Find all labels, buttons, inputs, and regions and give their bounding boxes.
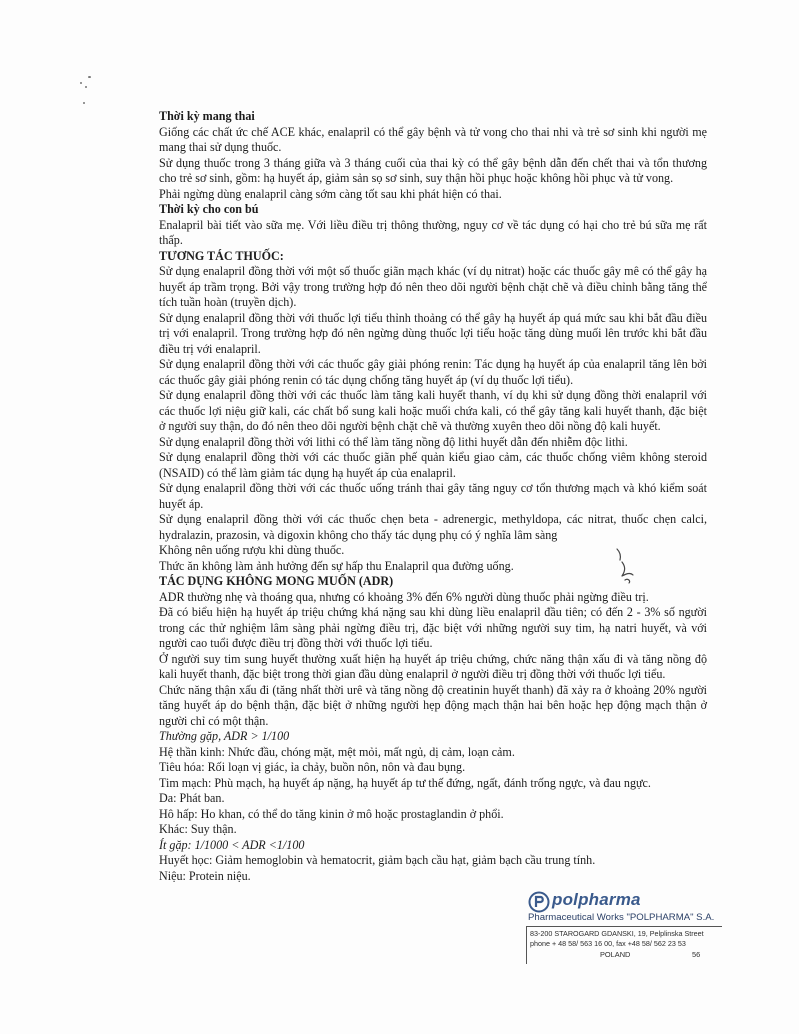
company-country: POLAND	[600, 950, 631, 959]
paragraph: Tim mạch: Phù mạch, hạ huyết áp nặng, hạ huyết áp tư thế đứng, ngất, đánh trống ngực, và đau ngực.	[159, 775, 651, 790]
paragraph: Sử dụng enalapril đồng thời với một số thuốc giãn mạch khác (ví dụ nitrat) hoặc các thuốc gây mê có thể gây hạ huyết áp trầm trọng. Bởi vậy trong trường hợp đó nên theo dõi người bệnh chặt chẽ và điều chỉnh bằng tăng thể tích tuần hoàn (truyền dịch).	[159, 264, 707, 309]
paragraph: Sử dụng enalapril đồng thời với các thuốc chẹn beta - adrenergic, methyldopa, các nitrat, thuốc chẹn calci, hydralazin, prazosin, và digoxin không cho thấy tác dụng phụ có ý nghĩa lâm sàng	[159, 512, 707, 542]
paragraph: Niệu: Protein niệu.	[159, 868, 251, 883]
paragraph: Sử dụng enalapril đồng thời với các thuốc uống tránh thai gây tăng nguy cơ tổn thương mạch và khó kiểm soát huyết áp.	[159, 481, 707, 511]
handwritten-initial-icon	[614, 546, 638, 586]
paragraph: Sử dụng enalapril đồng thời với thuốc lợi tiểu thỉnh thoảng có thể gây hạ huyết áp quá mức sau khi bắt đầu điều trị với enalapril. Trong trường hợp đó nên ngừng dùng thuốc lợi tiểu hoặc tăng dùng muối lên trước khi bắt đầu điều trị với enalapril.	[159, 310, 707, 356]
company-address: 83-200 STAROGARD GDANSKI, 19, Pelplinska Street	[530, 929, 704, 938]
section-heading: TƯƠNG TÁC THUỐC:	[159, 248, 284, 263]
paragraph: Sử dụng thuốc trong 3 tháng giữa và 3 tháng cuối của thai kỳ có thể gây bệnh dẫn đến chết thai và tổn thương cho trẻ sơ sinh, gồm: hạ huyết áp, giảm sản sọ sơ sinh, suy thận hồi phục hoặc không hồi phục và tử vong.	[159, 155, 707, 185]
paragraph: Ở người suy tim sung huyết thường xuất hiện hạ huyết áp triệu chứng, chức năng thận xấu đi và tăng nồng độ kali huyết thanh, đặc biệt trong thời gian đầu dùng enalapril ở người điều trị đồng thời với thuốc lợi tiểu.	[159, 651, 707, 681]
paragraph: Giống các chất ức chế ACE khác, enalapril có thể gây bệnh và tử vong cho thai nhi và trẻ sơ sinh khi người mẹ mang thai sử dụng thuốc.	[159, 124, 707, 154]
paragraph: Phải ngừng dùng enalapril càng sớm càng tốt sau khi phát hiện có thai.	[159, 186, 502, 201]
section-heading: Thời kỳ mang thai	[159, 109, 255, 123]
paragraph: Sử dụng enalapril đồng thời với các thuốc giãn phế quản kiểu giao cảm, các thuốc chống viêm không steroid (NSAID) có thể làm giảm tác dụng hạ huyết áp của enalapril.	[159, 450, 707, 480]
paragraph: Enalapril bài tiết vào sữa mẹ. Với liều điều trị thông thường, nguy cơ về tác dụng có hại cho trẻ bú sữa mẹ rất thấp.	[159, 217, 707, 247]
frequency-heading: Ít gặp: 1/1000 < ADR <1/100	[159, 837, 305, 852]
paragraph: Hô hấp: Ho khan, có thể do tăng kinin ở mô hoặc prostaglandin ở phổi.	[159, 806, 504, 821]
stamp-divider	[526, 926, 722, 927]
paragraph: Thức ăn không làm ảnh hưởng đến sự hấp thu Enalapril qua đường uống.	[159, 558, 514, 573]
polpharma-logo-icon	[528, 891, 550, 913]
brand-row	[526, 890, 722, 912]
page-number: 56	[692, 950, 701, 959]
paragraph: Sử dụng enalapril đồng thời với các thuốc gây giải phóng renin: Tác dụng hạ huyết áp của enalapril tăng lên bởi các thuốc gây giải phóng renin có tác dụng chống tăng huyết áp (ví dụ thuốc lợi tiểu).	[159, 357, 707, 387]
paragraph: Da: Phát ban.	[159, 791, 225, 805]
paragraph: ADR thường nhẹ và thoáng qua, nhưng có khoảng 3% đến 6% người dùng thuốc phải ngừng điều trị.	[159, 589, 649, 604]
manufacturer-stamp	[526, 890, 722, 966]
stamp-left-border	[526, 926, 527, 964]
document-body	[159, 109, 707, 884]
paragraph: Tiêu hóa: Rối loạn vị giác, ỉa chảy, buồn nôn, nôn và đau bụng.	[159, 760, 466, 774]
paragraph: Chức năng thận xấu đi (tăng nhất thời urê và tăng nồng độ creatinin huyết thanh) đã xảy ra ở khoảng 20% người tăng huyết áp do bệnh thận, đặc biệt ở những người hẹp động mạch thận hai bên hoặc hẹp động mạch thận ở người chỉ có một thận.	[159, 682, 707, 728]
paragraph: Huyết học: Giảm hemoglobin và hematocrit, giảm bạch cầu hạt, giảm bạch cầu trung tính.	[159, 853, 596, 867]
paragraph: Khác: Suy thận.	[159, 822, 237, 836]
company-phone: phone + 48 58/ 563 16 00, fax +48 58/ 562 23 53	[530, 939, 686, 948]
frequency-heading: Thường gặp, ADR > 1/100	[159, 729, 290, 743]
company-name: Pharmaceutical Works "POLPHARMA" S.A.	[528, 912, 715, 923]
paragraph: Sử dụng enalapril đồng thời với các thuốc làm tăng kali huyết thanh, ví dụ khi sử dụng đồng thời enalapril với các thuốc lợi niệu giữ kali, các chất bổ sung kali hoặc muối chứa kali, có thể gây tăng kali huyết thanh, đặc biệt ở người suy thận, do đó nên theo dõi người bệnh chặt chẽ và thường xuyên theo dõi nồng độ kali huyết.	[159, 388, 707, 433]
brand-name: polpharma	[552, 890, 641, 909]
paragraph: Đã có biểu hiện hạ huyết áp triệu chứng khá nặng sau khi dùng liều enalapril đầu tiên; có đến 2 - 3% số người trong các thử nghiệm lâm sàng phải ngừng điều trị, đặc biệt với những người suy tim, hạ natri huyết, và với người cao tuổi được điều trị đồng thời với thuốc lợi tiểu.	[159, 605, 707, 650]
paragraph: Sử dụng enalapril đồng thời với lithi có thể làm tăng nồng độ lithi huyết dẫn đến nhiễm độc lithi.	[159, 434, 628, 449]
paragraph: Không nên uống rượu khi dùng thuốc.	[159, 543, 345, 557]
section-heading: TÁC DỤNG KHÔNG MONG MUỐN (ADR)	[159, 574, 394, 588]
paragraph: Hệ thần kinh: Nhức đầu, chóng mặt, mệt mỏi, mất ngủ, dị cảm, loạn cảm.	[159, 744, 515, 759]
section-heading: Thời kỳ cho con bú	[159, 202, 259, 216]
